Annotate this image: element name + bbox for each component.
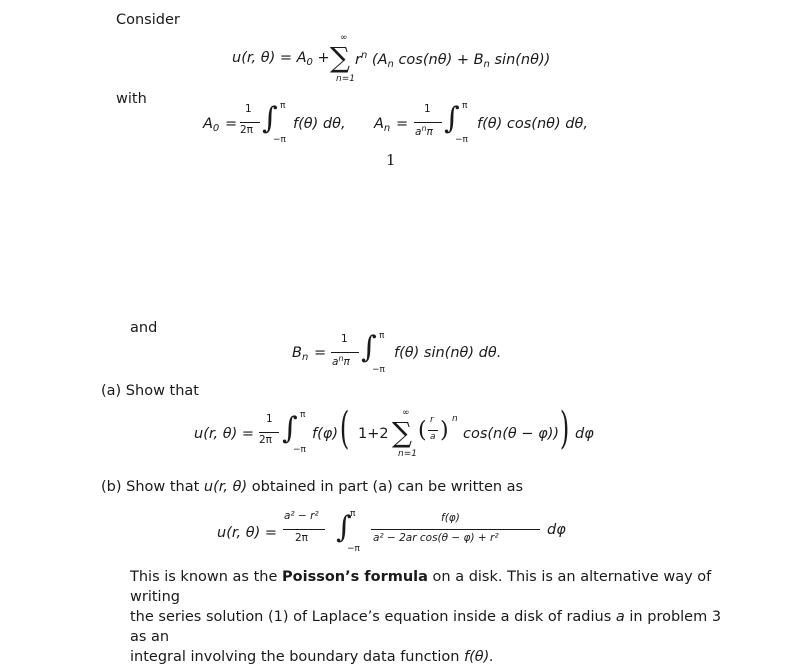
eq1-lhs-sub: 0 xyxy=(306,57,313,68)
eq5-integral: ∫ xyxy=(336,510,352,545)
eq5-num: a² − r² xyxy=(284,510,319,522)
eq2-an-sub: n xyxy=(383,123,391,134)
part-a-label: (a) Show that xyxy=(101,383,199,399)
eq1-plus: + xyxy=(312,50,330,66)
eq2-num: 1 xyxy=(245,103,252,115)
eq2-int-bottom: −π xyxy=(273,135,286,145)
eq2-num2: 1 xyxy=(424,103,431,115)
eq2-den2: a xyxy=(415,126,422,138)
eq3-frac-line xyxy=(331,352,359,353)
eq4-sum-top: ∞ xyxy=(402,408,410,418)
eq1-body3-sub: n xyxy=(483,59,490,70)
poisson-note-line1: This is known as the Poisson’s formula on a disk. This is an alternative way of writing xyxy=(130,569,712,605)
eq1-body2: (A xyxy=(371,52,388,68)
eq4-paren-r: ) xyxy=(440,418,449,443)
eq4-integral: ∫ xyxy=(282,411,298,446)
eq2-int-top: π xyxy=(280,101,286,111)
eq2-eq: = xyxy=(225,116,238,132)
eq2-integrand: f(θ) dθ, xyxy=(293,116,346,132)
poisson-formula-term: Poisson’s formula xyxy=(282,569,428,585)
eq4-int-top: π xyxy=(300,410,306,420)
eq2-den: 2π xyxy=(240,124,254,136)
part-b-label xyxy=(101,479,523,495)
eq4-sum-symbol: ∑ xyxy=(392,416,412,449)
eq2-frac-line2 xyxy=(414,122,442,123)
eq4-cos: cos(n(θ − φ)) xyxy=(463,426,560,442)
eq3-den: a xyxy=(332,356,339,368)
eq3-int-top: π xyxy=(379,331,385,341)
eq3-integral: ∫ xyxy=(361,330,377,365)
eq3-den-sup: n xyxy=(338,354,344,363)
eq5-fnum: f(φ) xyxy=(441,512,460,524)
eq4-frac-line xyxy=(259,432,279,433)
eq2-frac-line xyxy=(240,122,260,123)
eq2-int-top2: π xyxy=(462,101,468,111)
eq2-a0: A xyxy=(203,116,213,132)
eq1-body4: sin(nθ)) xyxy=(494,52,551,68)
eq3-bn-sub: n xyxy=(301,352,309,363)
eq4-frac-a: a xyxy=(430,432,436,442)
eq2-int-bottom2: −π xyxy=(455,135,468,145)
poisson-note-line2: the series solution (1) of Laplace’s equation inside a disk of radius a in problem 3 as an xyxy=(130,609,722,645)
eq3-den-tail: π xyxy=(343,356,350,368)
eq4-den: 2π xyxy=(259,434,273,446)
eq4-frac-r: r xyxy=(430,415,434,425)
eq4-left-paren: ( xyxy=(339,403,350,454)
eq5-dphi: dφ xyxy=(547,522,566,538)
eq5-int-top: π xyxy=(350,509,356,519)
eq3-int-bottom: −π xyxy=(372,365,385,375)
eq4-int-bottom: −π xyxy=(293,445,306,455)
eq2-an: A xyxy=(374,116,384,132)
part-b-u: u(r, θ) xyxy=(203,479,248,495)
eq5-frac-line2 xyxy=(371,529,540,530)
eq5-lhs: u(r, θ) = xyxy=(217,525,277,541)
eq5-frac-line xyxy=(283,529,325,530)
eq1-r: r xyxy=(355,52,361,68)
eq1-body3: cos(nθ) + B xyxy=(398,52,484,68)
eq2-integrand2: f(θ) cos(nθ) dθ, xyxy=(477,116,588,132)
poisson-note xyxy=(130,567,740,667)
eq2-a0-sub: 0 xyxy=(212,123,220,134)
eq4-sum-bottom: n=1 xyxy=(398,449,417,459)
part-b-lead: (b) Show that xyxy=(101,479,200,495)
eq4-num: 1 xyxy=(266,413,273,425)
with-text: with xyxy=(116,91,147,107)
eq5-fden: a² − 2ar cos(θ − φ) + r² xyxy=(373,532,499,544)
eq4-one: 1+2 xyxy=(358,426,389,442)
eq4-frac-line-ra xyxy=(428,430,438,431)
eq3-integrand: f(θ) sin(nθ) dθ. xyxy=(394,345,502,361)
eq1-r-sup: n xyxy=(360,50,368,61)
eq1-sum-bottom: n=1 xyxy=(336,74,355,84)
eq1-sum-top: ∞ xyxy=(340,33,348,43)
consider-text: Consider xyxy=(116,12,180,28)
eq2-den2-tail: π xyxy=(426,126,433,138)
part-b-tail: obtained in part (a) can be written as xyxy=(251,479,524,495)
and-text: and xyxy=(130,320,158,336)
eq1-lhs: u(r, θ) = A xyxy=(232,50,307,66)
eq5-int-bottom: −π xyxy=(347,544,360,554)
eq1-sum-symbol: ∑ xyxy=(330,41,350,74)
eq4-lhs: u(r, θ) = xyxy=(194,426,254,442)
eq3-bn: B xyxy=(292,345,302,361)
eq4-pow: n xyxy=(452,414,458,424)
eq1-body2-sub: n xyxy=(387,59,394,70)
eq2-integral: ∫ xyxy=(262,101,278,136)
eq4-paren-l: ( xyxy=(418,418,427,443)
eq3-num: 1 xyxy=(341,333,348,345)
eq4-f: f(φ) xyxy=(312,426,338,442)
eq2-den2-sup: n xyxy=(421,124,427,133)
eq5-den: 2π xyxy=(295,532,309,544)
eq4-dphi: dφ xyxy=(575,426,594,442)
eq2-integral2: ∫ xyxy=(444,101,460,136)
eq4-right-paren: ) xyxy=(559,403,570,454)
stray-one: 1 xyxy=(386,151,396,169)
poisson-note-line3: integral involving the boundary data function f(θ). xyxy=(130,649,494,665)
eq2-eq2: = xyxy=(396,116,409,132)
eq3-eq: = xyxy=(314,345,327,361)
